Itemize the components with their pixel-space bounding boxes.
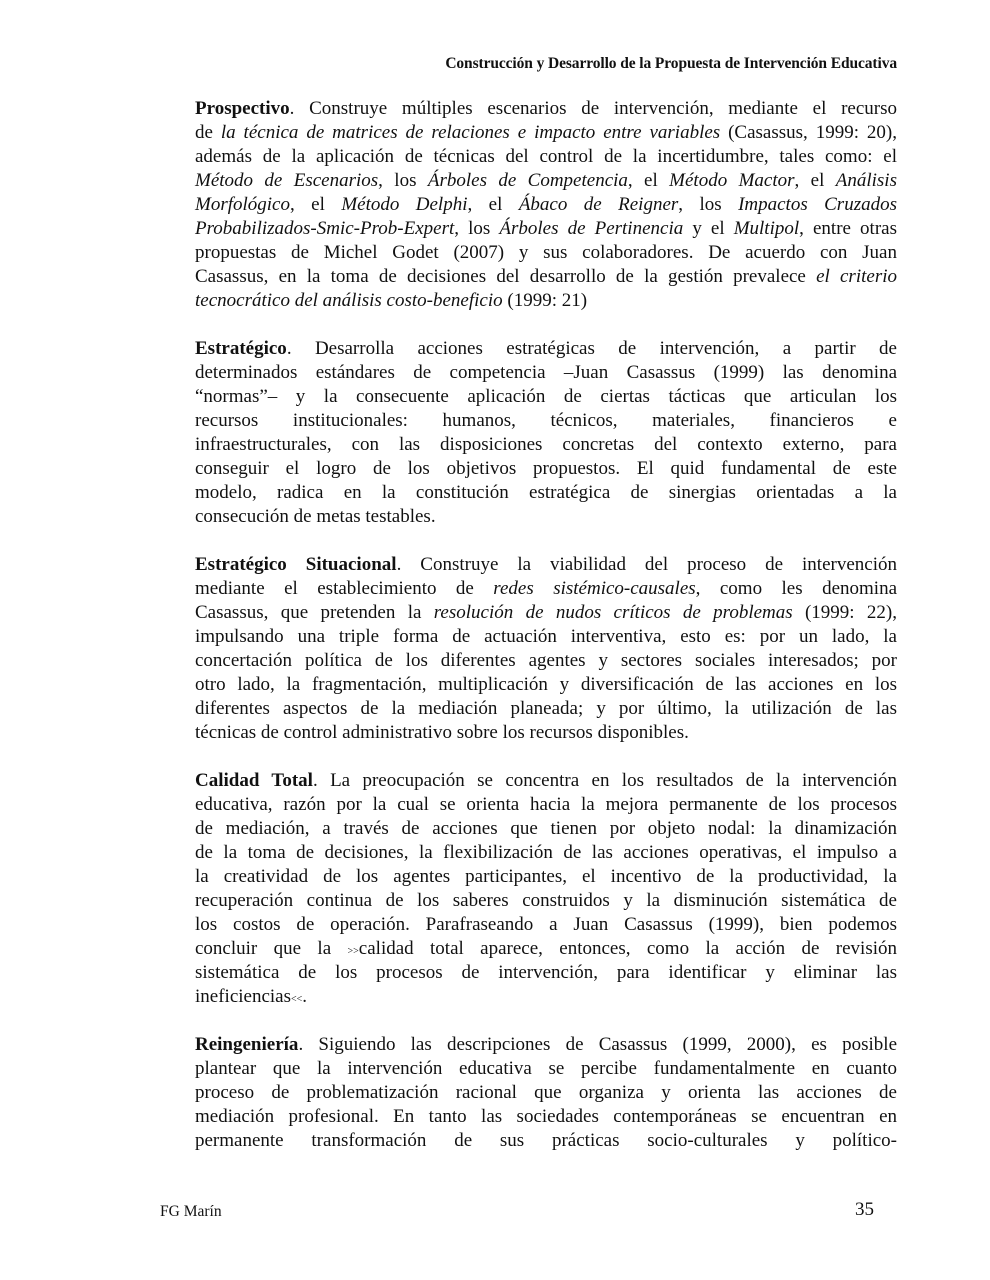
text-line <box>195 337 897 361</box>
paragraph <box>195 769 897 1009</box>
text-run: otro lado, la fragmentación, multiplicación y diversificación de las acciones en los <box>195 674 897 695</box>
document-body <box>195 97 897 1177</box>
emphasis-text: la técnica de matrices de relaciones e impacto entre variables <box>220 122 721 143</box>
text-line <box>195 961 897 985</box>
section-term: Reingeniería <box>195 1034 299 1055</box>
text-run: Casassus, en la toma de decisiones del desarrollo de la gestión prevalece <box>195 266 817 287</box>
text-line <box>195 721 897 745</box>
text-run: permanente transformación de sus prácticas socio-culturales y político- <box>195 1130 897 1151</box>
text-line <box>195 217 897 241</box>
text-run: modelo, radica en la constitución estratégica de sinergias orientadas a la <box>195 482 897 503</box>
text-run: y el <box>683 218 734 239</box>
emphasis-text: Árboles de Pertinencia <box>499 218 684 239</box>
text-run: determinados estándares de competencia –Juan Casassus (1999) las denomina <box>195 362 897 383</box>
text-run: la creatividad de los agentes participantes, el incentivo de la productividad, la <box>195 866 897 887</box>
emphasis-text: Impactos Cruzados <box>738 194 897 215</box>
text-run: . Desarrolla acciones estratégicas de intervención, a partir de <box>286 338 897 359</box>
text-run: infraestructurales, con las disposiciones concretas del contexto externo, para <box>195 434 897 455</box>
text-run: plantear que la intervención educativa se percibe fundamentalmente en cuanto <box>195 1058 897 1079</box>
text-run: , el <box>467 194 519 215</box>
emphasis-text: Multipol <box>733 218 800 239</box>
text-line <box>195 841 897 865</box>
text-line <box>195 625 897 649</box>
text-run: (Casassus, 1999: 20), <box>720 122 897 143</box>
emphasis-text: Ábaco de Reigner <box>518 194 679 215</box>
text-run: de <box>195 122 221 143</box>
text-line <box>195 265 897 289</box>
text-line <box>195 409 897 433</box>
text-run: calidad total aparece, entonces, como la acción de revisión <box>358 938 897 959</box>
text-line <box>195 673 897 697</box>
text-run: . Construye múltiples escenarios de intervención, mediante el recurso <box>289 98 897 119</box>
text-run: . Construye la viabilidad del proceso de intervención <box>396 554 897 575</box>
emphasis-text: Método Mactor <box>669 170 795 191</box>
text-line <box>195 169 897 193</box>
section-term: Calidad Total <box>195 770 313 791</box>
text-line <box>195 289 897 313</box>
paragraph <box>195 1033 897 1153</box>
text-line <box>195 145 897 169</box>
emphasis-text: Análisis <box>835 170 897 191</box>
text-line <box>195 1057 897 1081</box>
emphasis-text: tecnocrático del análisis costo-beneficio <box>195 290 503 311</box>
paragraph <box>195 337 897 529</box>
text-line <box>195 481 897 505</box>
text-line <box>195 1081 897 1105</box>
section-term: Prospectivo <box>195 98 290 119</box>
text-run: , entre otras <box>799 218 897 239</box>
text-line <box>195 1129 897 1153</box>
text-run: concertación política de los diferentes agentes y sectores sociales interesados; por <box>195 650 897 671</box>
text-run: educativa, razón por la cual se orienta hacia la mejora permanente de los procesos <box>195 794 897 815</box>
text-run: , el <box>290 194 342 215</box>
emphasis-text: redes sistémico-causales <box>493 578 696 599</box>
paragraph <box>195 553 897 745</box>
text-run: de mediación, a través de acciones que tienen por objeto nodal: la dinamización <box>195 818 897 839</box>
text-run: “normas”– y la consecuente aplicación de ciertas tácticas que articulan los <box>195 386 897 407</box>
text-line <box>195 817 897 841</box>
text-line <box>195 985 897 1009</box>
text-line <box>195 649 897 673</box>
text-run: mediante el establecimiento de <box>195 578 494 599</box>
text-run: recuperación continua de los saberes construidos y la disminución sistemática de <box>195 890 897 911</box>
text-line <box>195 433 897 457</box>
text-line <box>195 241 897 265</box>
text-line <box>195 577 897 601</box>
section-term: Estratégico Situacional <box>195 554 397 575</box>
text-line <box>195 769 897 793</box>
text-run: , como les denomina <box>695 578 897 599</box>
text-run: además de la aplicación de técnicas del control de la incertidumbre, tales como: el <box>195 146 897 167</box>
text-line <box>195 913 897 937</box>
text-run: ineficiencias <box>195 986 292 1007</box>
text-line <box>195 937 897 961</box>
text-run: los costos de operación. Parafraseando a Juan Casassus (1999), bien podemos <box>195 914 897 935</box>
text-run: >> <box>347 946 359 957</box>
text-run: de la toma de decisiones, la flexibilización de las acciones operativas, el impulso a <box>195 842 897 863</box>
text-run: diferentes aspectos de la mediación planeada; y por último, la utilización de las <box>195 698 897 719</box>
text-run: . Siguiendo las descripciones de Casassus (1999, 2000), es posible <box>298 1034 897 1055</box>
text-line <box>195 697 897 721</box>
text-run: propuestas de Michel Godet (2007) y sus colaboradores. De acuerdo con Juan <box>195 242 897 263</box>
text-run: . La preocupación se concentra en los resultados de la intervención <box>312 770 898 791</box>
text-run: recursos institucionales: humanos, técnicos, materiales, financieros e <box>195 410 897 431</box>
text-run: Casassus, que pretenden la <box>195 602 434 623</box>
text-run: proceso de problematización racional que organiza y orienta las acciones de <box>195 1082 897 1103</box>
text-run: impulsando una triple forma de actuación interventiva, esto es: por un lado, la <box>195 626 897 647</box>
text-line <box>195 385 897 409</box>
text-line <box>195 457 897 481</box>
emphasis-text: el criterio <box>816 266 897 287</box>
emphasis-text: Método Delphi <box>341 194 468 215</box>
text-line <box>195 1105 897 1129</box>
text-line <box>195 361 897 385</box>
emphasis-text: Árboles de Competencia <box>427 170 628 191</box>
text-line <box>195 1033 897 1057</box>
text-run: sistemática de los procesos de intervención, para identificar y eliminar las <box>195 962 897 983</box>
running-header: Construcción y Desarrollo de la Propuesta de Intervención Educativa <box>445 55 897 72</box>
text-run: (1999: 21) <box>502 290 588 311</box>
text-run: conseguir el logro de los objetivos propuestos. El quid fundamental de este <box>195 458 897 479</box>
emphasis-text: Morfológico <box>195 194 290 215</box>
page-number: 35 <box>855 1199 874 1220</box>
text-line <box>195 601 897 625</box>
text-run: . <box>302 986 308 1007</box>
text-run: técnicas de control administrativo sobre los recursos disponibles. <box>195 722 689 743</box>
text-run: mediación profesional. En tanto las sociedades contemporáneas se encuentran en <box>195 1106 897 1127</box>
text-run: consecución de metas testables. <box>195 506 436 527</box>
emphasis-text: Método de Escenarios <box>195 170 379 191</box>
text-run: << <box>291 994 303 1005</box>
paragraph <box>195 97 897 313</box>
text-run: , los <box>454 218 500 239</box>
emphasis-text: Probabilizados-Smic-Prob-Expert <box>195 218 455 239</box>
text-line <box>195 865 897 889</box>
text-line <box>195 553 897 577</box>
text-line <box>195 193 897 217</box>
text-line <box>195 121 897 145</box>
text-line <box>195 793 897 817</box>
section-term: Estratégico <box>195 338 287 359</box>
text-run: , los <box>678 194 739 215</box>
text-run: concluir que la <box>195 938 348 959</box>
text-run: , los <box>378 170 428 191</box>
text-run: (1999: 22), <box>792 602 897 623</box>
text-line <box>195 889 897 913</box>
text-run: , el <box>627 170 670 191</box>
text-line <box>195 505 897 529</box>
text-line <box>195 97 897 121</box>
emphasis-text: resolución de nudos críticos de problemas <box>433 602 793 623</box>
footer-author: FG Marín <box>160 1203 222 1220</box>
text-run: , el <box>794 170 836 191</box>
